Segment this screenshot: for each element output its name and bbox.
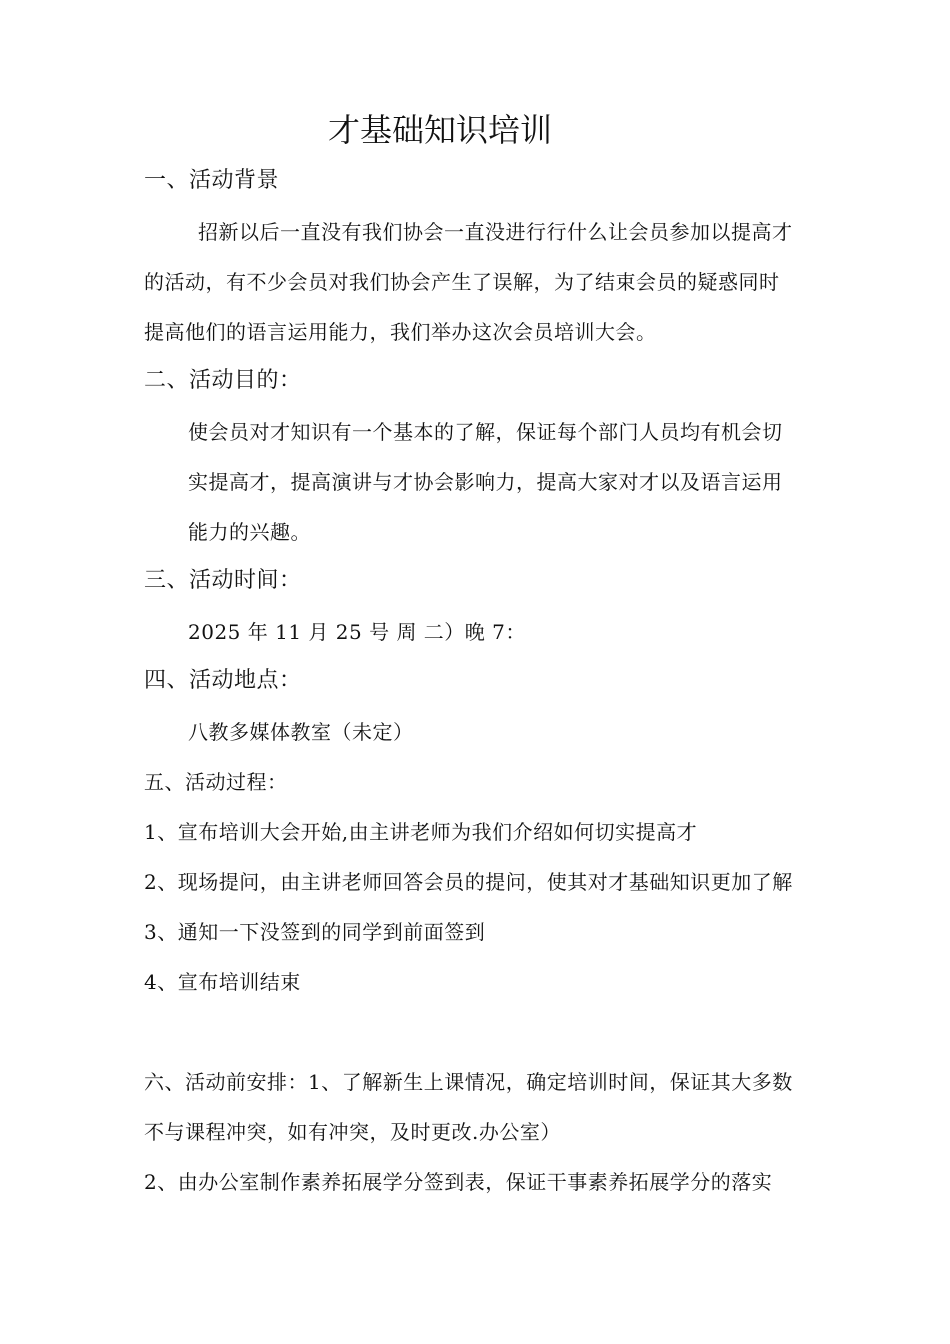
paragraph-line: 的活动，有不少会员对我们协会产生了误解，为了结束会员的疑惑同时	[144, 270, 780, 294]
pre-arrangement-line: 2、由办公室制作素养拓展学分签到表，保证干事素养拓展学分的落实	[144, 1170, 773, 1194]
process-item: 1、宣布培训大会开始,由主讲老师为我们介绍如何切实提高才	[144, 820, 698, 844]
section-heading-location: 四、活动地点：	[144, 668, 302, 693]
activity-time-text: 2025 年 11 月 25 号 周 二）晚 7：	[188, 620, 526, 644]
section-heading-process: 五、活动过程：	[144, 770, 288, 794]
paragraph-line: 招新以后一直没有我们协会一直没进行行什么让会员参加以提高才	[198, 220, 793, 244]
process-item: 4、宣布培训结束	[144, 970, 301, 994]
document-title: 才基础知识培训	[327, 111, 552, 149]
paragraph-line: 能力的兴趣。	[188, 520, 311, 544]
paragraph-line: 使会员对才知识有一个基本的了解，保证每个部门人员均有机会切	[188, 420, 783, 444]
section-heading-time: 三、活动时间：	[144, 568, 302, 593]
pre-arrangement-line: 不与课程冲突，如有冲突，及时更改.办公室）	[144, 1120, 561, 1144]
pre-arrangement-line: 六、活动前安排：1、了解新生上课情况，确定培训时间，保证其大多数	[144, 1070, 793, 1094]
process-item: 3、通知一下没签到的同学到前面签到	[144, 920, 486, 944]
activity-location-text: 八教多媒体教室（未定）	[188, 720, 414, 744]
section-heading-background: 一、活动背景	[144, 168, 280, 193]
paragraph-line: 实提高才，提高演讲与才协会影响力，提高大家对才以及语言运用	[188, 470, 783, 494]
process-item: 2、现场提问，由主讲老师回答会员的提问，使其对才基础知识更加了解	[144, 870, 793, 894]
section-heading-purpose: 二、活动目的：	[144, 368, 302, 393]
paragraph-line: 提高他们的语言运用能力，我们举办这次会员培训大会。	[144, 320, 657, 344]
